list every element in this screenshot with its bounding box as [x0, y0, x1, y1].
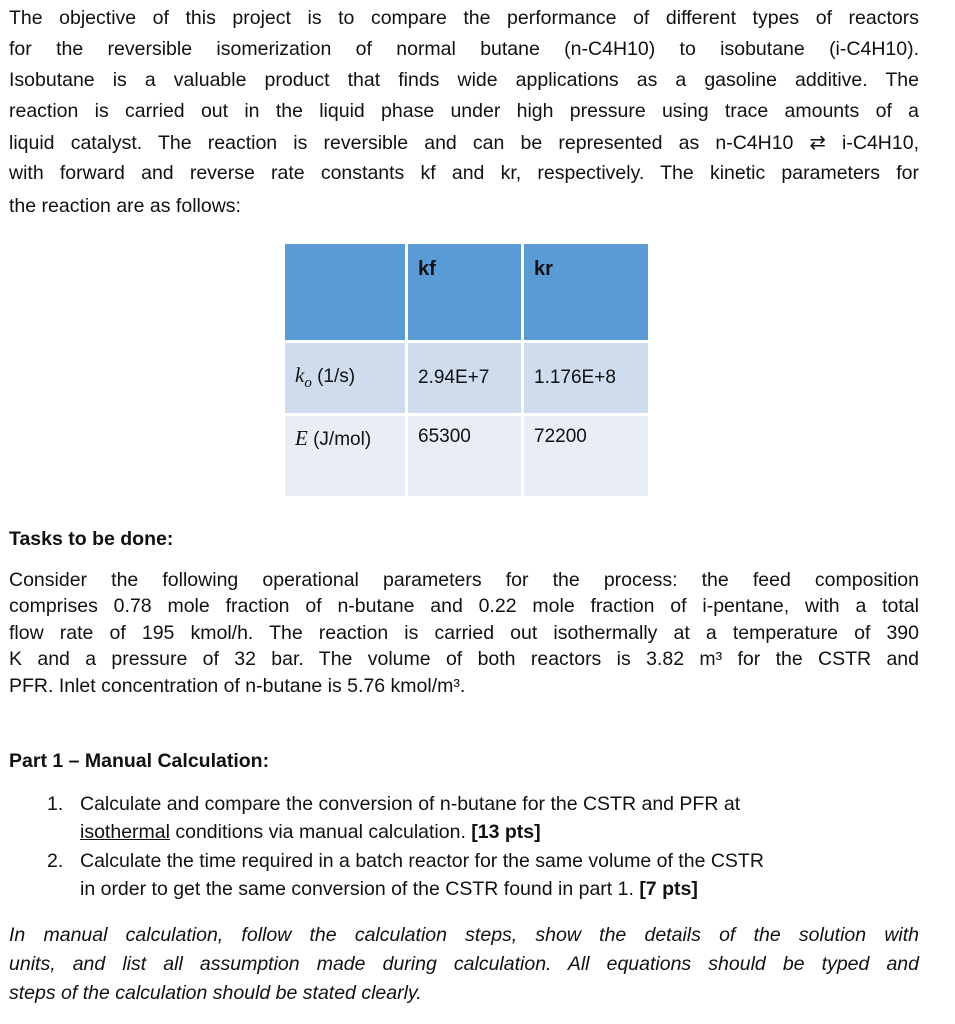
tasks-line: comprises 0.78 mole fraction of n-butane and 0.22 mole fraction of i-pentane, with a total [9, 595, 919, 617]
tasks-line: flow rate of 195 kmol/h. The reaction is carried out isothermally at a temperature of 390 [9, 622, 919, 644]
item-line [80, 878, 955, 901]
symbol-E: E [295, 426, 308, 450]
intro-line: reaction is carried out in the liquid phase under high pressure using trace amounts of a [9, 100, 919, 122]
tasks-line: Consider the following operational parameters for the process: the feed composition [9, 569, 919, 591]
unit-label: (J/mol) [313, 429, 372, 450]
item-line: Calculate and compare the conversion of n-butane for the CSTR and PFR at [80, 793, 741, 815]
item-number: 2. [47, 850, 64, 872]
item-text: conditions via manual calculation. [169, 821, 472, 843]
table-cell: 65300 [408, 416, 521, 496]
unit-label: (1/s) [317, 366, 356, 388]
table-header-row [285, 244, 648, 340]
item-text: in order to get the same conversion of the CSTR found in part 1. [80, 878, 640, 900]
tasks-line: K and a pressure of 32 bar. The volume of both reactors is 3.82 m³ for the CSTR and [9, 648, 919, 670]
tasks-heading: Tasks to be done: [9, 528, 174, 550]
row-label [285, 343, 405, 413]
item-number: 1. [47, 793, 64, 815]
table-cell: 72200 [524, 416, 648, 496]
intro-line: The objective of this project is to compare the performance of different types of reactors [9, 7, 919, 29]
table-header-kr: kr [524, 244, 648, 340]
intro-line: liquid catalyst. The reaction is reversible and can be represented as n-C4H10 ⇄ i-C4H10, [9, 132, 919, 154]
table-header-cell [285, 244, 405, 340]
table-cell: 2.94E+7 [408, 343, 521, 413]
points-label: [7 pts] [639, 878, 698, 900]
row-label [285, 416, 405, 496]
table-row [285, 343, 648, 413]
kinetic-parameters-table [282, 241, 651, 499]
intro-line: Isobutane is a valuable product that finds wide applications as a gasoline additive. The [9, 69, 919, 91]
intro-line: for the reversible isomerization of normal butane (n-C4H10) to isobutane (i-C4H10). [9, 38, 919, 60]
note-line: units, and list all assumption made during calculation. All equations should be typed and [9, 953, 919, 975]
points-label: [13 pts] [471, 821, 541, 843]
intro-line: with forward and reverse rate constants kf and kr, respectively. The kinetic parameters for [9, 162, 919, 184]
item-line [80, 821, 955, 844]
underlined-text: isothermal [80, 821, 170, 843]
symbol-ko: $k_o$ [295, 363, 312, 392]
table-cell: 1.176E+8 [524, 343, 648, 413]
table-row [285, 416, 648, 496]
note-line: steps of the calculation should be stated clearly. [9, 982, 422, 1004]
tasks-line: PFR. Inlet concentration of n-butane is 5.76 kmol/m³. [9, 675, 466, 697]
intro-line: the reaction are as follows: [9, 195, 241, 217]
note-line: In manual calculation, follow the calculation steps, show the details of the solution with [9, 924, 919, 946]
item-line: Calculate the time required in a batch reactor for the same volume of the CSTR [80, 850, 764, 872]
table-header-kf: kf [408, 244, 521, 340]
part1-heading: Part 1 – Manual Calculation: [9, 750, 270, 772]
